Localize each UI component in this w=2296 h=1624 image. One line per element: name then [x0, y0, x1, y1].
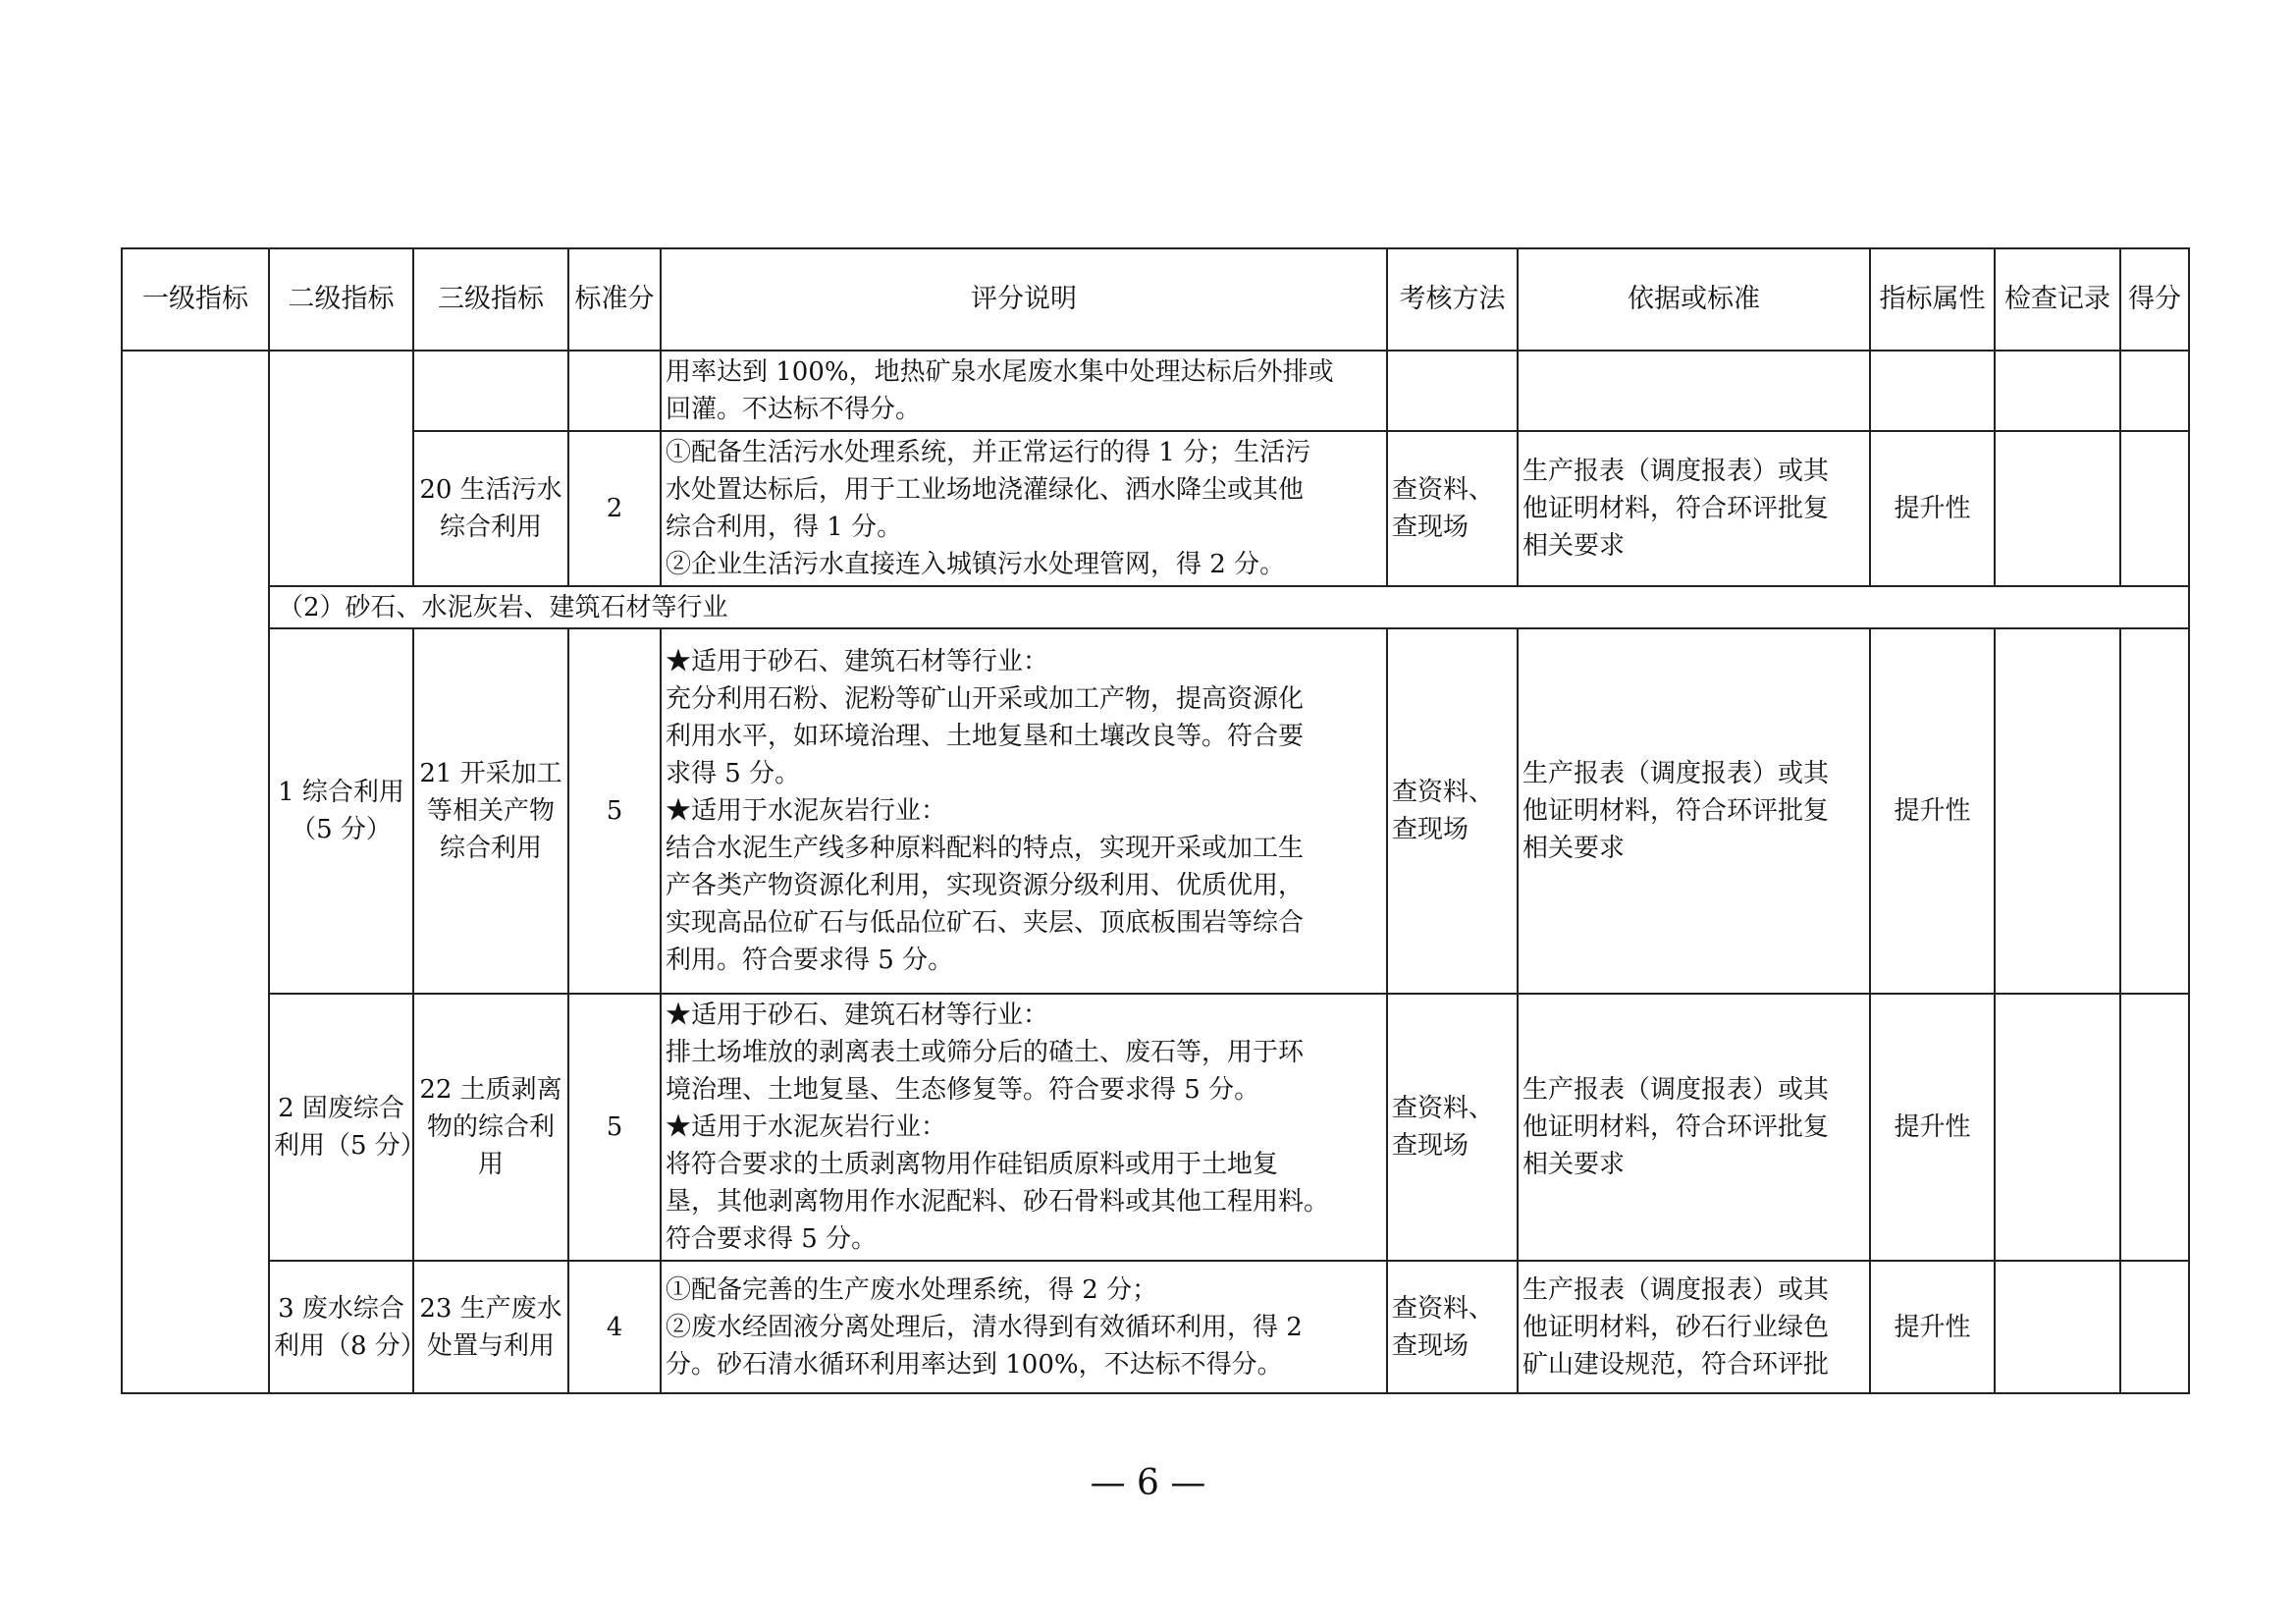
page-number: — 6 — [1090, 1463, 1206, 1503]
level3-line: 22 土质剥离 [419, 1075, 562, 1105]
header-attribute: 指标属性 [1870, 248, 1995, 351]
level3-line: 用 [477, 1150, 504, 1179]
header-points: 得分 [2120, 248, 2189, 351]
attribute-cell: 提升性 [1870, 628, 1995, 994]
method-cell [1387, 351, 1518, 431]
basis-line: 相关要求 [1522, 1150, 1626, 1179]
basis-line: 生产报表（调度报表）或其 [1522, 1274, 1830, 1305]
level2-line: 利用（8 分） [274, 1330, 426, 1361]
table-row [122, 351, 2189, 431]
points-cell [2120, 994, 2189, 1261]
record-cell [1995, 994, 2120, 1261]
level3-line: 综合利用 [439, 513, 542, 542]
record-cell [1995, 351, 2120, 431]
table-row [122, 994, 2189, 1261]
desc-line: 实现高品位矿石与低品位矿石、夹层、顶底板围岩等综合 [666, 908, 1305, 938]
basis-line: 他证明材料，符合环评批复 [1522, 796, 1830, 826]
desc-line: 充分利用石粉、泥粉等矿山开采或加工产物，提高资源化 [666, 684, 1305, 714]
method-cell [1387, 1261, 1518, 1393]
desc-line: ★适用于水泥灰岩行业： [666, 796, 947, 826]
method-line: 查资料、 [1392, 475, 1495, 505]
section-title: （2）砂石、水泥灰岩、建筑石材等行业 [269, 586, 2189, 628]
method-cell [1387, 628, 1518, 994]
record-cell [1995, 1261, 2120, 1393]
header-score: 标准分 [568, 248, 661, 351]
desc-line: ②废水经固液分离处理后，清水得到有效循环利用，得 2 [666, 1312, 1303, 1342]
header-level3: 三级指标 [413, 248, 568, 351]
points-cell [2120, 1261, 2189, 1393]
level3-line: 处置与利用 [426, 1330, 555, 1361]
header-level1: 一级指标 [122, 248, 269, 351]
basis-line: 矿山建设规范，符合环评批 [1522, 1349, 1830, 1380]
level2-cell [269, 628, 413, 994]
description-cell [661, 628, 1387, 994]
method-line: 查现场 [1392, 1330, 1469, 1361]
description-cell [661, 351, 1387, 431]
desc-line: 用率达到 100%，地热矿泉水尾废水集中处理达标后外排或 [666, 357, 1334, 387]
basis-line: 生产报表（调度报表）或其 [1522, 457, 1830, 486]
score-cell: 4 [568, 1261, 661, 1393]
method-line: 查资料、 [1392, 1293, 1495, 1324]
basis-cell [1518, 628, 1870, 994]
description-cell [661, 994, 1387, 1261]
level3-line: 21 开采加工 [419, 759, 562, 788]
desc-line: 将符合要求的土质剥离物用作硅铝质原料或用于土地复 [666, 1150, 1279, 1179]
basis-line: 他证明材料，符合环评批复 [1522, 494, 1830, 523]
method-line: 查现场 [1392, 513, 1469, 542]
header-record: 检查记录 [1995, 248, 2120, 351]
desc-line: 符合要求得 5 分。 [666, 1224, 878, 1254]
level3-line: 综合利用 [439, 834, 542, 863]
desc-line: 回灌。不达标不得分。 [666, 395, 922, 424]
desc-line: 境治理、土地复垦、生态修复等。符合要求得 5 分。 [666, 1075, 1260, 1105]
basis-cell [1518, 994, 1870, 1261]
header-basis: 依据或标准 [1518, 248, 1870, 351]
basis-line: 相关要求 [1522, 834, 1626, 863]
desc-line: ★适用于砂石、建筑石材等行业： [666, 647, 1049, 677]
desc-line: ★适用于水泥灰岩行业： [666, 1112, 947, 1142]
method-line: 查现场 [1392, 1131, 1469, 1161]
desc-line: 结合水泥生产线多种原料配料的特点，实现开采或加工生 [666, 834, 1305, 863]
attribute-cell: 提升性 [1870, 994, 1995, 1261]
level2-line: （5 分） [291, 815, 392, 844]
level1-cell [122, 351, 269, 1393]
level2-line: 3 废水综合 [278, 1293, 404, 1324]
table-row [122, 628, 2189, 994]
attribute-cell: 提升性 [1870, 1261, 1995, 1393]
score-cell: 2 [568, 431, 661, 586]
method-cell [1387, 431, 1518, 586]
basis-cell [1518, 351, 1870, 431]
record-cell [1995, 431, 2120, 586]
level3-line: 23 生产废水 [419, 1293, 562, 1324]
score-cell: 5 [568, 994, 661, 1261]
points-cell [2120, 431, 2189, 586]
level3-line: 等相关产物 [426, 796, 555, 826]
method-line: 查资料、 [1392, 778, 1495, 807]
method-line: 查资料、 [1392, 1094, 1495, 1123]
desc-line: 水处置达标后，用于工业场地浇灌绿化、洒水降尘或其他 [666, 475, 1305, 505]
level3-line: 物的综合利 [426, 1112, 555, 1142]
points-cell [2120, 351, 2189, 431]
record-cell [1995, 628, 2120, 994]
description-cell [661, 1261, 1387, 1393]
attribute-cell [1870, 351, 1995, 431]
level3-cell [413, 1261, 568, 1393]
table-row [122, 431, 2189, 586]
level2-cell [269, 351, 413, 586]
table-row [122, 1261, 2189, 1393]
level3-cell [413, 351, 568, 431]
desc-line: ★适用于砂石、建筑石材等行业： [666, 1001, 1049, 1030]
level3-line: 20 生活污水 [419, 475, 562, 505]
level2-line: 利用（5 分） [274, 1131, 426, 1161]
header-method: 考核方法 [1387, 248, 1518, 351]
desc-line: ①配备生活污水处理系统，并正常运行的得 1 分；生活污 [666, 438, 1311, 467]
header-level2: 二级指标 [269, 248, 413, 351]
level3-cell [413, 431, 568, 586]
section-row [122, 586, 2189, 628]
level2-line: 2 固废综合 [278, 1094, 404, 1123]
score-cell [568, 351, 661, 431]
level2-cell [269, 1261, 426, 1393]
level2-line: 1 综合利用 [278, 778, 404, 807]
level3-cell [413, 994, 568, 1261]
desc-line: 利用水平，如环境治理、土地复垦和土壤改良等。符合要 [666, 722, 1305, 751]
evaluation-table [121, 247, 2190, 1394]
basis-cell [1518, 431, 1870, 586]
desc-line: ②企业生活污水直接连入城镇污水处理管网，得 2 分。 [666, 550, 1286, 579]
desc-line: 利用。符合要求得 5 分。 [666, 946, 954, 975]
desc-line: 分。砂石清水循环利用率达到 100%，不达标不得分。 [666, 1349, 1283, 1380]
level2-cell [269, 994, 426, 1261]
desc-line: 排土场堆放的剥离表土或筛分后的碴土、废石等，用于环 [666, 1038, 1305, 1067]
basis-line: 他证明材料，砂石行业绿色 [1522, 1312, 1830, 1342]
header-row [122, 248, 2189, 351]
method-line: 查现场 [1392, 815, 1469, 844]
desc-line: 综合利用，得 1 分。 [666, 513, 903, 542]
points-cell [2120, 628, 2189, 994]
basis-line: 生产报表（调度报表）或其 [1522, 759, 1830, 788]
basis-line: 他证明材料，符合环评批复 [1522, 1112, 1830, 1142]
method-cell [1387, 994, 1518, 1261]
description-cell [661, 431, 1387, 586]
basis-line: 相关要求 [1522, 531, 1626, 561]
desc-line: 产各类产物资源化利用，实现资源分级利用、优质优用， [666, 871, 1305, 900]
desc-line: 求得 5 分。 [666, 759, 801, 788]
desc-line: ①配备完善的生产废水处理系统，得 2 分； [666, 1274, 1158, 1305]
attribute-cell: 提升性 [1870, 431, 1995, 586]
basis-cell [1518, 1261, 1870, 1393]
score-cell: 5 [568, 628, 661, 994]
level3-cell [413, 628, 568, 994]
header-description: 评分说明 [661, 248, 1387, 351]
basis-line: 生产报表（调度报表）或其 [1522, 1075, 1830, 1105]
desc-line: 垦，其他剥离物用作水泥配料、砂石骨料或其他工程用料。 [666, 1187, 1330, 1217]
